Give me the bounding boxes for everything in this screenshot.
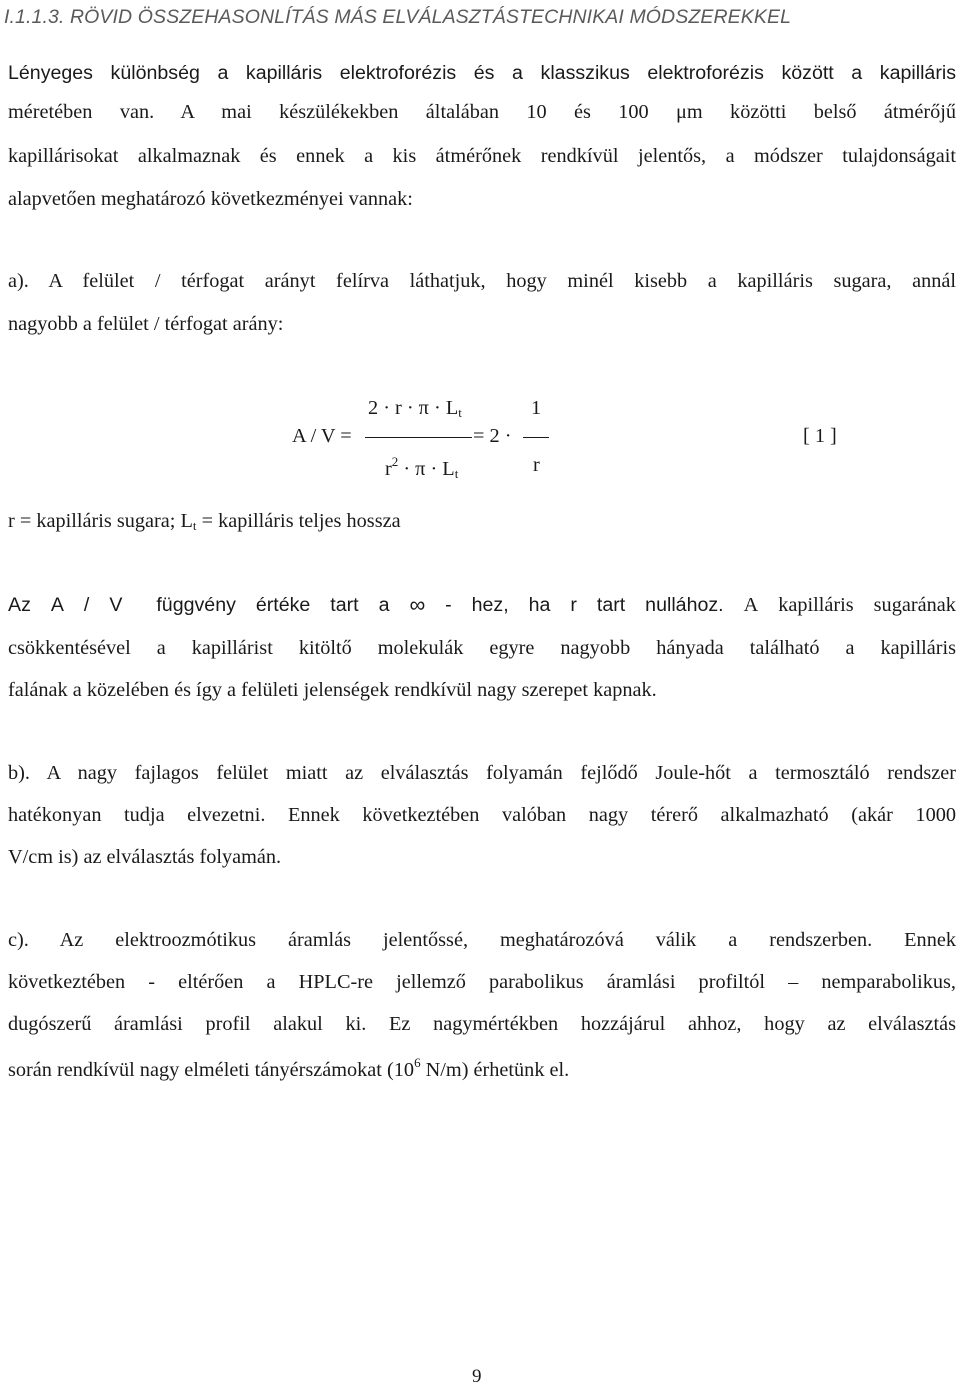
- equation-number: [ 1 ]: [803, 425, 837, 447]
- section-c-line-4: során rendkívül nagy elméleti tányérszámokat ($10^6$ N/m) érhetünk el.: [8, 1055, 570, 1081]
- av-line-2: csökkentésével a kapillárist kitöltő molekulák egyre nagyobb hányada található a kapilláris: [8, 637, 956, 659]
- av-line-3: falának a közelében és így a felületi jelenségek rendkívül nagy szerepet kapnak.: [8, 679, 657, 701]
- intro-line-1: Lényeges különbség a kapilláris elektroforézis és a klasszikus elektroforézis között a kapilláris: [8, 62, 956, 84]
- section-a-line-1: a). A felület / térfogat arányt felírva láthatjuk, hogy minél kisebb a kapilláris sugara, annál: [8, 270, 956, 292]
- intro-line-3: kapillárisokat alkalmaznak és ennek a kis átmérőnek rendkívül jelentős, a módszer tulajdonságait: [8, 145, 956, 167]
- fraction-bar-1: [365, 437, 472, 438]
- formula-numerator-2: 1: [531, 397, 542, 419]
- section-c-line-3: dugószerű áramlási profil alakul ki. Ez nagymértékben hozzájárul ahhoz, hogy az elválasztás: [8, 1013, 956, 1035]
- formula-denominator-1: $r^2 \cdot \pi \cdot L_t$: [385, 454, 459, 481]
- section-c-line-2: következtében - eltérően a HPLC-re jellemző parabolikus áramlási profiltól – nemparabolikus,: [8, 971, 956, 993]
- intro-line-2: méretében van. A mai készülékekben általában 10 és 100 μm közötti belső átmérőjű: [8, 101, 956, 123]
- intro-line-4: alapvetően meghatározó következményei vannak:: [8, 188, 413, 210]
- infinity-symbol: ∞: [409, 592, 426, 617]
- section-a-line-2: nagyobb a felület / térfogat arány:: [8, 313, 284, 335]
- section-b-line-2: hatékonyan tudja elvezetni. Ennek következtében valóban nagy térerő alkalmazható (akár 1000: [8, 804, 956, 826]
- section-heading: I.1.1.3. RÖVID ÖSSZEHASONLÍTÁS MÁS ELVÁLASZTÁSTECHNIKAI MÓDSZEREKKEL: [4, 6, 792, 28]
- fraction-bar-2: [523, 437, 549, 438]
- av-line-1: Az A / V függvény értéke tart a ∞ - hez, ha r tart nullához. A kapilláris sugarának: [8, 594, 956, 620]
- section-c-line-1: c). Az elektroozmótikus áramlás jelentőssé, meghatározóvá válik a rendszerben. Ennek: [8, 929, 956, 951]
- formula-numerator-1: $2 \cdot r \cdot \pi \cdot L_t$: [368, 397, 462, 420]
- page-number: 9: [472, 1366, 482, 1387]
- formula-denominator-2: r: [533, 454, 540, 476]
- formula-middle: = 2 ·: [473, 425, 512, 447]
- section-b-line-1: b). A nagy fajlagos felület miatt az elválasztás folyamán fejlődő Joule-hőt a termosztáló rendszer: [8, 762, 956, 784]
- formula-lhs: A / V =: [292, 425, 352, 447]
- variable-definitions: r = kapilláris sugara; $L_t$ = kapilláris teljes hossza: [8, 510, 401, 533]
- section-b-line-3: V/cm is) az elválasztás folyamán.: [8, 846, 282, 868]
